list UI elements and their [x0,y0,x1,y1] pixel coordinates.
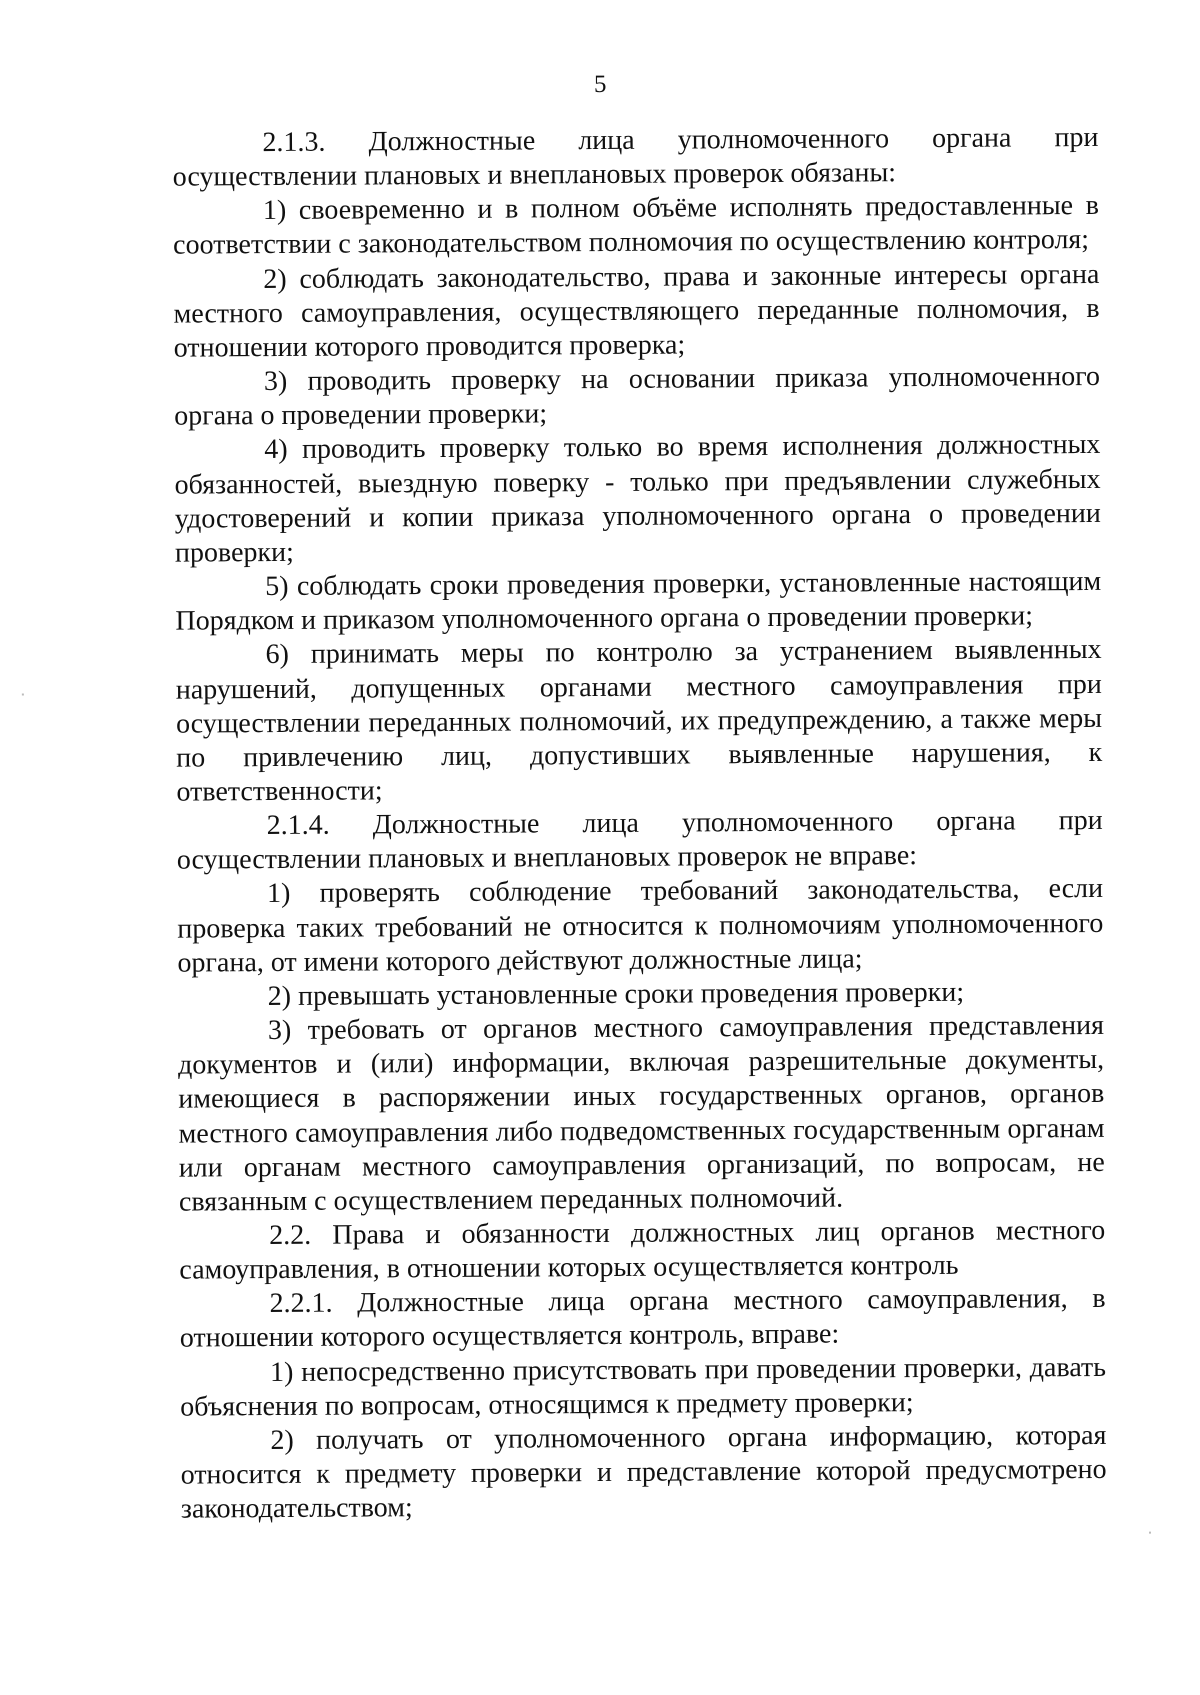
paragraph-list-item: 3) проводить проверку на основании приказа уполномоченного органа о проведении проверки; [174,361,1101,432]
paragraph-list-item: 2) получать от уполномоченного органа информацию, которая относится к предмету проверки и представление которой предусмотрено законодательством; [180,1419,1107,1525]
paragraph-list-item: 2) соблюдать законодательство, права и законные интересы органа местного самоуправления, осуществляющего переданные полномочия, в отношении которого проводится проверка; [173,258,1100,364]
paragraph-list-item: 5) соблюдать сроки проведения проверки, установленные настоящим Порядком и приказом уполномоченного органа о проведении проверки; [175,565,1102,637]
paragraph-2-1-4: 2.1.4. Должностные лица уполномоченного органа при осуществлении плановых и внеплановых проверок не вправе: [176,805,1103,876]
paragraph-list-item: 1) непосредственно присутствовать при проведении проверки, давать объяснения по вопросам, относящимся к предмету проверки; [180,1351,1107,1423]
paragraph-list-item: 2) превышать установленные сроки проведения проверки; [267,976,965,1012]
paragraph-list-item: 1) своевременно и в полном объёме исполнять предоставленные в соответствии с законодательством полномочия по осуществлению контроля; [173,190,1099,262]
document-body [172,121,1107,1527]
paragraph-list-item: 4) проводить проверку только во время исполнения должностных обязанностей, выездную поверку - только при предъявлении служебных удостоверений и копии приказа уполномоченного органа о проведении проверки; [174,429,1101,569]
paragraph-list-item: 3) требовать от органов местного самоуправления представления документов и (или) информации, включая разрешительные документы, имеющиеся в распоряжении иных государственных органов, органов местного самоуправления либо подведомственных государственным органам или органам местного самоуправления организаций, по вопросам, не связанным с осуществлением переданных полномочий. [178,1010,1105,1218]
paragraph-list-item: 6) принимать меры по контролю за устранением выявленных нарушений, допущенных органами местного самоуправления при осуществлении переданных полномочий, их предупреждению, а также меры по привлечению лиц, допустивших выявленные нарушения, к ответственности; [175,634,1103,808]
scan-dust-mark [22,694,24,696]
page-number: 5 [593,70,607,99]
paragraph-2-1-3: 2.1.3. Должностные лица уполномоченного органа при осуществлении плановых и внеплановых проверок обязаны: [172,121,1099,193]
scan-dust-mark [1149,1532,1151,1534]
paragraph-2-2: 2.2. Права и обязанности должностных лиц органов местного самоуправления, в отношении которых осуществляется контроль [179,1214,1106,1286]
paragraph-2-2-1: 2.2.1. Должностные лица органа местного самоуправления, в отношении которого осуществляется контроль, вправе: [179,1283,1106,1355]
paragraph-list-item: 1) проверять соблюдение требований законодательства, если проверка таких требований не относится к полномочиям уполномоченного органа, от имени которого действуют должностные лица; [177,873,1104,979]
